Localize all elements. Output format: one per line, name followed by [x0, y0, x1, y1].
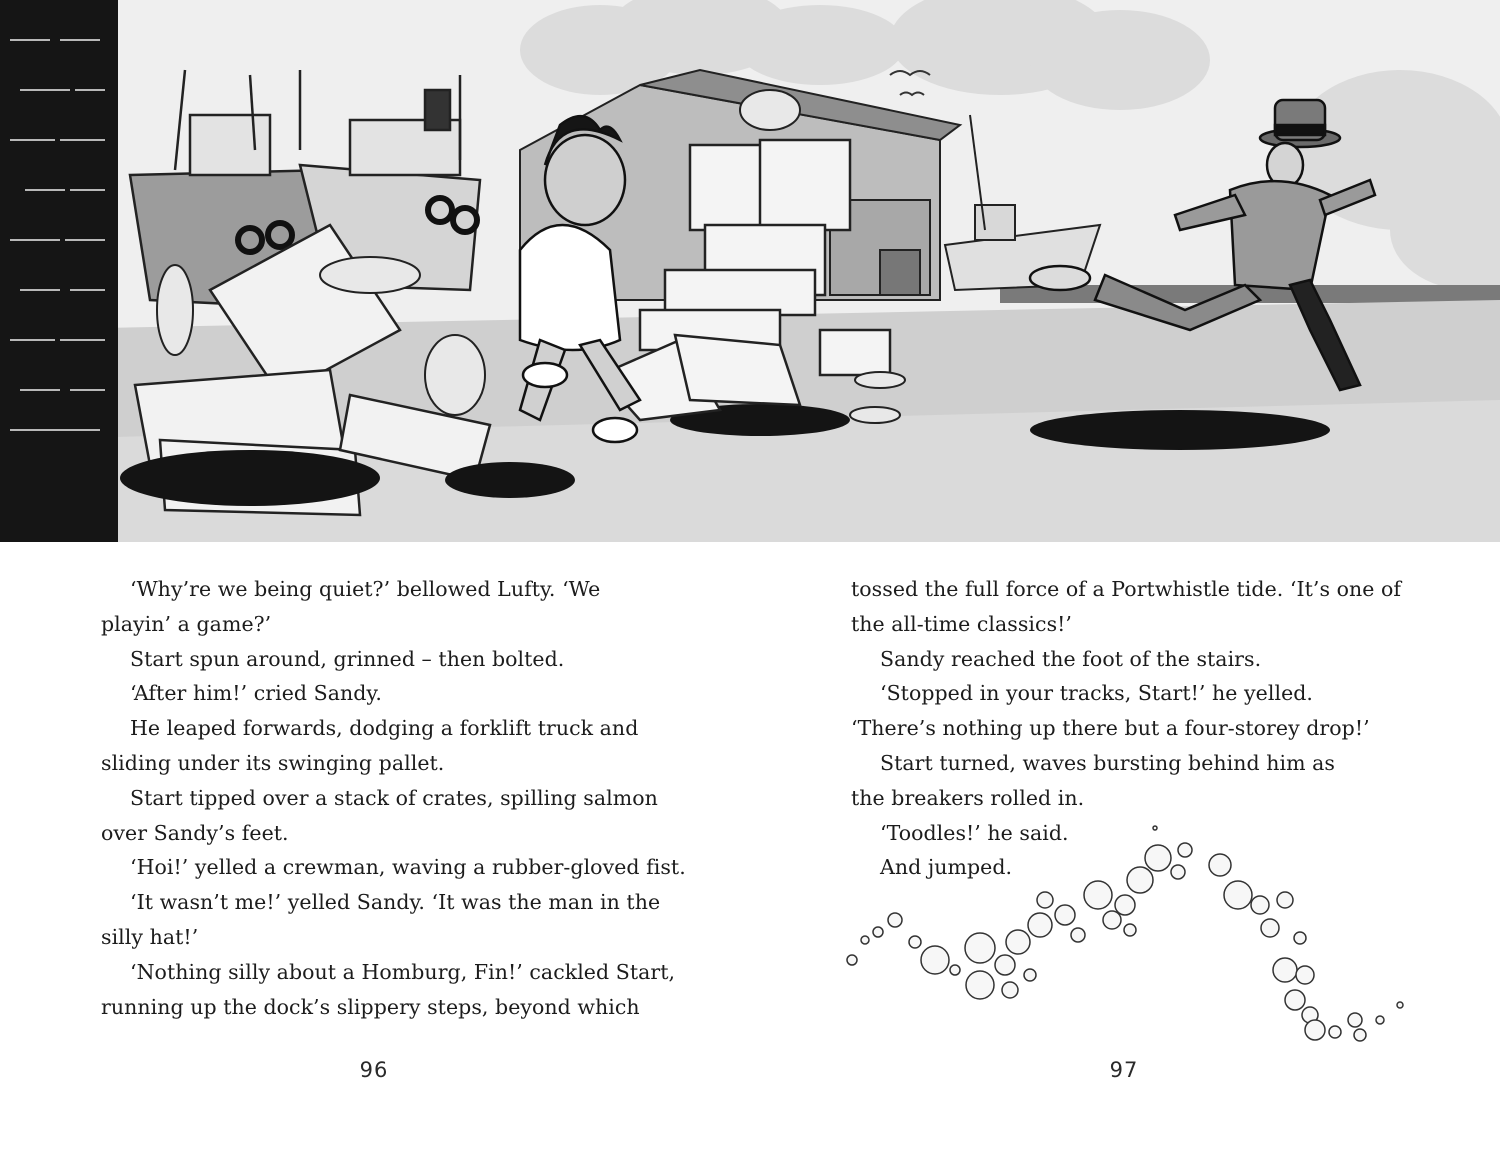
- page-number-right: 97: [1109, 1058, 1139, 1082]
- page-number-left: 96: [359, 1058, 389, 1082]
- text-line: over Sandy’s feet.: [101, 820, 289, 845]
- text-line: ‘Stopped in your tracks, Start!’ he yelled.: [880, 681, 1313, 706]
- text-line: the breakers rolled in.: [851, 785, 1085, 810]
- text-line: ‘Nothing silly about a Homburg, Fin!’ cackled Start,: [130, 959, 676, 984]
- text-line: ‘Toodles!’ he said.: [880, 820, 1069, 845]
- text-line: running up the dock’s slippery steps, beyond which: [101, 994, 640, 1019]
- text-line: ‘Why’re we being quiet?’ bellowed Lufty. ‘We: [130, 577, 601, 601]
- text-line: Start spun around, grinned – then bolted.: [130, 646, 565, 671]
- left-page-text: [101, 572, 686, 1024]
- text-line: He leaped forwards, dodging a forklift truck and: [130, 716, 639, 741]
- text-line: ‘After him!’ cried Sandy.: [130, 681, 382, 706]
- text-line: playin’ a game?’: [101, 611, 272, 636]
- text-line: Start turned, waves bursting behind him as: [880, 750, 1336, 775]
- text-line: ‘It wasn’t me!’ yelled Sandy. ‘It was the man in the: [130, 890, 661, 915]
- text-line: silly hat!’: [101, 924, 199, 949]
- text-line: Sandy reached the foot of the stairs.: [880, 646, 1262, 671]
- bubbles-illustration: [840, 820, 1420, 1050]
- dock-chase-illustration: [0, 0, 1500, 542]
- text-line: ‘There’s nothing up there but a four-storey drop!’: [851, 716, 1370, 741]
- text-line: sliding under its swinging pallet.: [101, 750, 445, 775]
- text-line: tossed the full force of a Portwhistle tide. ‘It’s one of: [851, 577, 1402, 601]
- text-line: And jumped.: [880, 855, 1013, 880]
- text-line: the all-time classics!’: [851, 611, 1072, 636]
- text-line: Start tipped over a stack of crates, spilling salmon: [130, 785, 658, 810]
- text-line: ‘Hoi!’ yelled a crewman, waving a rubber-gloved fist.: [130, 855, 686, 880]
